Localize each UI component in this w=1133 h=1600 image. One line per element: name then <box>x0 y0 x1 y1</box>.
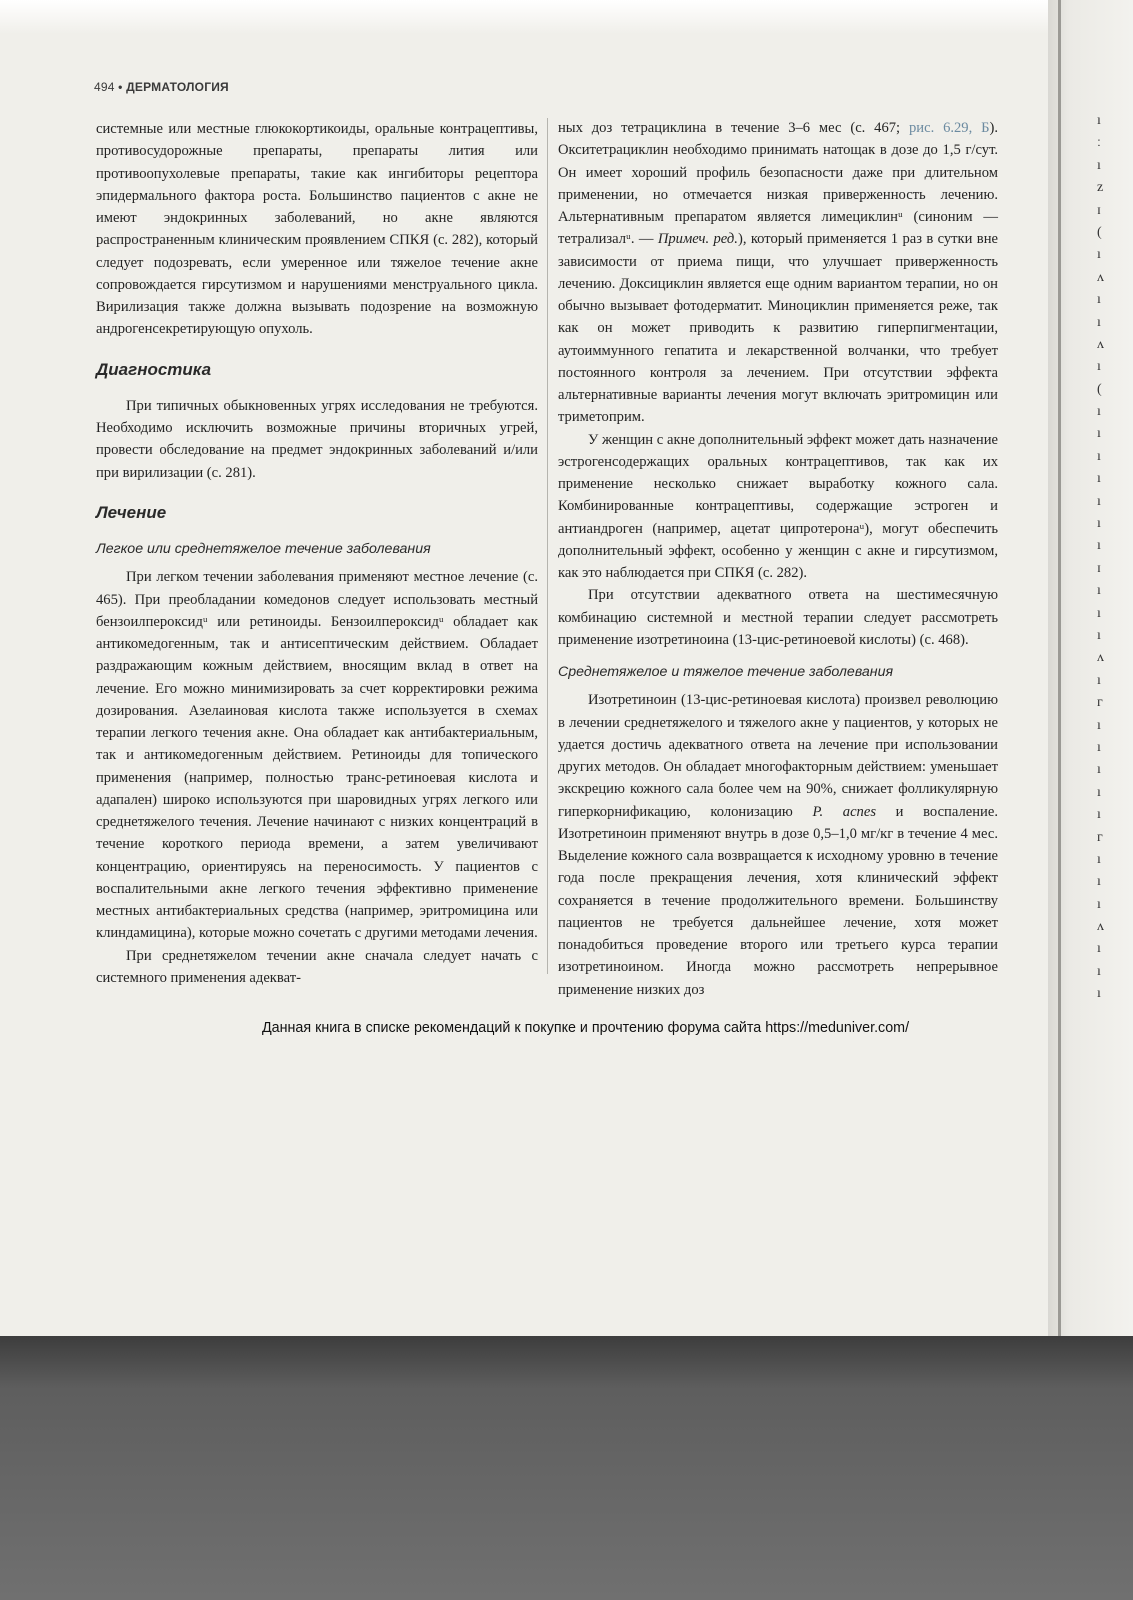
next-page-fragment: ı <box>1097 113 1101 128</box>
paragraph: При отсутствии адекватного ответа на шестимесячную комбинацию системной и местной терапии следует рассмотреть применение изотретиноина (13-цис-ретиноевой кислоты) (с. 468). <box>558 587 998 648</box>
heading-treatment: Лечение <box>96 502 167 522</box>
text-run: ), который применяется 1 раз в сутки вне зависимости от приема пищи, что улучшает приверженность лечению. Доксициклин является еще одним вариантом терапии, но он обычно вызывает фотодерматит. Миноциклин применяется реже, так как он может приводить к развитию гиперпигментации, аутоиммунного гепатита и лекарственной волчанки, что требует постоянного контроля за лечением. При отсутствии эффекта альтернативные варианты лечения могут включать эритромицин или триметоприм. <box>558 231 998 426</box>
next-page-fragment: ı <box>1097 471 1101 487</box>
next-page-edge <box>1097 110 1117 1002</box>
text-run: ных доз тетрациклина в течение 3–6 мес (с. 467; <box>558 120 901 136</box>
next-page-fragment: ı <box>1097 583 1101 599</box>
subheading-severe: Среднетяжелое и тяжелое течение заболевания <box>558 664 894 680</box>
next-page-fragment: ː <box>1097 135 1101 151</box>
next-page-fragment: ı <box>1097 896 1101 912</box>
scanner-background <box>0 1336 1133 1600</box>
text-run: Изотретиноин (13-цис-ретиноевая кислота) произвел революцию в лечении среднетяжелого и тяжелого акне у пациентов, у которых не удается достичь адекватного ответа на лечение при использовании других методов. Он обладает многофакторным действием: уменьшает экскрецию кожного сала более чем на 90%, снижает фолликулярную гиперкорнификацию, колонизацию <box>558 692 998 820</box>
next-page-fragment: ɪ <box>1097 202 1101 218</box>
paragraph: У женщин с акне дополнительный эффект может дать назначение эстрогенсодержащих оральных контрацептивов, так как их применение несколько снижает выработку кожного сала. Комбинированные контрацептивы, содержащие эстроген и антиандроген (например, ацетат ципротеронаᵘ), могут обеспечить дополнительный эффект, особенно у женщин с акне и гирсутизмом, как это наблюдается при СПКЯ (с. 282). <box>558 431 998 581</box>
next-page-fragment: z <box>1097 180 1104 196</box>
watermark-note: Данная книга в списке рекомендаций к покупке и прочтению форума сайта https://meduniver.com/ <box>262 1020 910 1036</box>
next-page-fragment: ı <box>1097 627 1101 643</box>
next-page-fragment: ɪ <box>1097 560 1101 576</box>
next-page-fragment: ı <box>1097 157 1101 173</box>
next-page-fragment: ı <box>1097 359 1101 375</box>
next-page-fragment: ʌ <box>1097 650 1104 666</box>
next-page-fragment: ı <box>1097 807 1101 823</box>
left-column <box>96 118 538 989</box>
page-number: 494 <box>94 80 115 94</box>
italic-term: P. acnes <box>812 803 877 820</box>
next-page-fragment: ı <box>1097 717 1101 733</box>
next-page-fragment: ı <box>1097 448 1101 464</box>
paragraph <box>558 117 998 429</box>
next-page-fragment: ʌ <box>1097 336 1104 352</box>
next-page-fragment: ı <box>1097 762 1101 778</box>
header-bullet: • <box>118 80 123 94</box>
paragraph <box>558 689 998 1001</box>
next-page-fragment: г <box>1097 695 1103 711</box>
gutter-fold-line <box>1058 0 1061 1368</box>
page-top-shade <box>0 0 1133 34</box>
next-page-fragment: ( <box>1097 224 1102 240</box>
next-page-fragment: ı <box>1097 672 1101 688</box>
next-page-fragment: ı <box>1097 739 1101 755</box>
next-page-fragment: ʌ <box>1097 919 1104 935</box>
paragraph: При среднетяжелом течении акне сначала следует начать с системного применения адекват- <box>96 947 538 986</box>
figure-reference: рис. 6.29, Б <box>908 120 990 136</box>
text-run: ). Окситетрациклин необходимо принимать натощак в дозе до 1,5 г/сут. Он имеет хороший профиль безопасности даже при длительном применении, но отмечается низкая приверженность лечению. Альтернативным препаратом является лимециклинᵘ (синоним — тетрализалᵘ. — <box>558 120 998 248</box>
next-page-fragment: ı <box>1097 404 1101 420</box>
paragraph: При типичных обыкновенных угрях исследования не требуются. Необходимо исключить возможные причины вторичных угрей, провести обследование на предмет эндокринных заболеваний и/или при вирилизации (с. 281). <box>96 397 538 481</box>
column-divider <box>547 118 548 974</box>
next-page-fragment: ı <box>1097 605 1101 621</box>
next-page-fragment: ı <box>1097 851 1101 867</box>
text-run: и воспаление. Изотретиноин применяют внутрь в дозе 0,5–1,0 мг/кг в течение 4 мес. Выделение кожного сала возвращается к исходному уровню в течение года после прекращения лечения, хотя клинический эффект сохраняется в течение продолжительного времени. Большинству пациентов не требуется дальнейшее лечение, хотя может понадобиться проведение второго или третьего курса терапии изотретиноином. Иногда можно рассмотреть непрерывное применение низких доз <box>558 803 998 998</box>
running-head <box>94 80 229 94</box>
section-title: ДЕРМАТОЛОГИЯ <box>126 80 229 94</box>
heading-diagnostics: Диагностика <box>96 359 212 379</box>
right-column <box>558 117 998 1001</box>
next-page-fragment: ı <box>1097 314 1101 330</box>
next-page-fragment: ı <box>1097 874 1101 890</box>
next-page-fragment: ( <box>1097 381 1102 397</box>
paragraph: системные или местные глюкокортикоиды, оральные контрацептивы, противосудорожные препараты, препараты лития или противоопухолевые препараты, такие как ингибиторы рецептора эпидермального фактора роста. Большинство пациентов с акне не имеют эндокринных заболеваний, но акне являются распространенным клиническим проявлением СПКЯ (с. 282), который следует подозревать, если умеренное или тяжелое течение акне сопровождается гирсутизмом и нарушениями менструального цикла. Вирилизация также должна вызывать подозрение на возможную андрогенсекретирующую опухоль. <box>96 121 538 338</box>
next-page-fragment: ı <box>1097 986 1101 1002</box>
paragraph: При легком течении заболевания применяют местное лечение (с. 465). При преобладании комедонов следует использовать местный бензоилпероксидᵘ или ретиноиды. Бензоилпероксидᵘ обладает как антикомедогенным, так и антисептическим действием. Обладает раздражающим кожным действием, вносящим вклад в ответ на лечение. Его можно минимизировать за счет корректировки режима дозирования. Азелаиновая кислота также используется в схемах терапии легкого течения акне. Она обладает как антибактериальным, так и антикомедогенным действием. Ретиноиды для топического применения (например, полностью транс-ретиноевая кислота и адапален) широко используются при шаровидных угрях легкого или среднетяжелого течения. Лечение начинают с низких концентраций в течение короткого периода времени, а затем увеличивают концентрацию, ориентируясь на переносимость. У пациентов с воспалительными акне легкого течения эффективно применение местных антибактериальных средства (например, эритромицина или клиндамицина), которые можно сочетать с другими методами лечения. <box>96 569 538 942</box>
next-page-fragment: ı <box>1097 493 1101 509</box>
next-page-fragment: ı <box>1097 426 1101 442</box>
next-page-fragment: ı <box>1097 516 1101 532</box>
next-page-fragment: ı <box>1097 538 1101 554</box>
subheading-mild: Легкое или среднетяжелое течение заболевания <box>96 541 431 557</box>
next-page-fragment: г <box>1097 829 1103 845</box>
next-page-fragment: ı <box>1097 963 1101 979</box>
next-page-fragment: ı <box>1097 247 1101 263</box>
next-page-fragment: ı <box>1097 784 1101 800</box>
next-page-fragment: ı <box>1097 941 1101 957</box>
next-page-fragment: ı <box>1097 292 1101 308</box>
next-page-fragment: ʌ <box>1097 269 1104 285</box>
editor-note: Примеч. ред. <box>657 231 738 248</box>
